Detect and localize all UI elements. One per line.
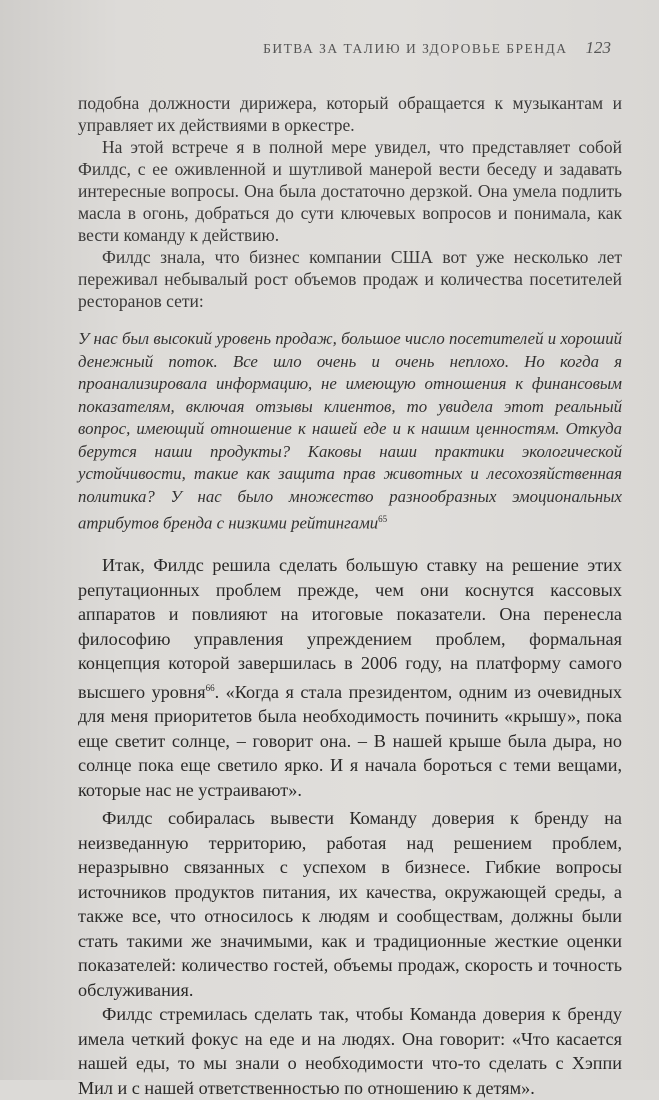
paragraph-business: Филдс знала, что бизнес компании США вот уже несколько лет переживал небывалый рост объемов продаж и количества посетителей ресторанов сети: — [78, 247, 622, 311]
footnote-ref-66: 66 — [205, 682, 215, 693]
body-text — [78, 92, 622, 1100]
page-header — [250, 38, 611, 58]
paragraph-continuation: подобна должности дирижера, который обращается к музыкантам и управляет их действиями в оркестре. — [78, 93, 622, 135]
running-head: БИТВА ЗА ТАЛИЮ И ЗДОРОВЬЕ БРЕНДА — [263, 41, 568, 56]
block-quote-text: У нас был высокий уровень продаж, большое число посетителей и хороший денежный поток. Все шло очень и очень неплохо. Но когда я проанализировала информацию, не имеющую отношения к финансовым показателям, включая отзывы клиентов, то увидела этот реальный вопрос, имеющий отношение к нашей еде и к нашим ценностям. Откуда берутся наши продукты? Каковы наши практики экологической устойчивости, такие как защита прав животных и лесохозяйственная политика? У нас было множество разнообразных эмоциональных атрибутов бренда с низкими рейтингами — [78, 329, 622, 533]
page-number: 123 — [585, 38, 611, 57]
footnote-ref-65: 65 — [378, 514, 388, 524]
paragraph-reputation-tail: . «Когда я стала президентом, одним из очевидных для меня приоритетов была необходимость починить «крышу», пока еще светит солнце, – говорит она. – В нашей крыше была дыра, но солнце пока еще светило ярко. И я начала бороться с теми вещами, которые нас не устраивают». — [78, 681, 622, 800]
paragraph-brand-trust: Филдс собиралась вывести Команду доверия к бренду на неизведанную территорию, работая над решением проблем, неразрывно связанных с успехом в бизнесе. Гибкие вопросы источников продуктов питания, их качества, окружающей среды, а также все, что относилось к людям и сообществам, должны были стать такими же значимыми, как и традиционные жесткие оценки показателей: количество гостей, объемы продаж, скорость и точность обслуживания. — [78, 808, 622, 1000]
paragraph-reputation — [78, 553, 622, 802]
paragraph-meeting: На этой встрече я в полной мере увидел, что представляет собой Филдс, с ее оживленной и шутливой манерой вести беседу и задавать интересные вопросы. Она была достаточно дерзкой. Она умела подлить масла в огонь, добраться до сути ключевых вопросов и понимала, как вести команду к действию. — [78, 137, 622, 245]
paragraph-focus: Филдс стремилась сделать так, чтобы Команда доверия к бренду имела четкий фокус на еде и на людях. Она говорит: «Что касается нашей еды, то мы знали о необходимости что-то сделать с Хэппи Мил и с нашей ответственностью по отношению к детям». — [78, 1004, 622, 1098]
block-quote — [78, 328, 622, 535]
paragraph-reputation-text: Итак, Филдс решила сделать большую ставку на решение этих репутационных проблем прежде, чем они коснутся кассовых аппаратов и повлияют на итоговые показатели. Она перенесла философию управления упреждением проблем, формальная концепция которой завершилась в 2006 году, на платформу самого высшего уровня — [78, 555, 622, 702]
